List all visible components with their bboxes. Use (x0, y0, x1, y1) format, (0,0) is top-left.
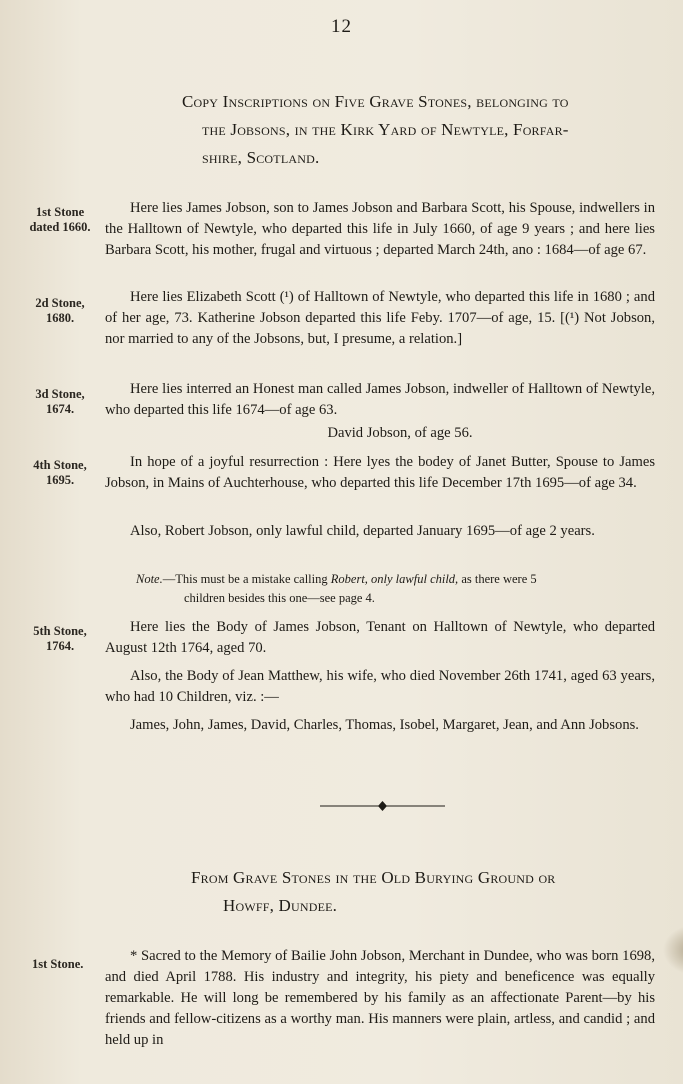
note (136, 570, 656, 608)
stone-label-line: 4th Stone, (33, 458, 87, 472)
inscription-paragraph: Also, the Body of Jean Matthew, his wife, who died November 26th 1741, aged 63 years, who had 10 Children, viz. :— (105, 668, 655, 705)
note-label: Note. (136, 572, 163, 586)
stone-label-line: 1764. (45, 639, 75, 653)
heading-line: Howff, Dundee. (223, 896, 338, 915)
stone-label-2 (14, 296, 106, 326)
section-heading-dundee (191, 864, 671, 920)
inscription-paragraph: Also, Robert Jobson, only lawful child, departed January 1695—of age 2 years. (130, 523, 595, 539)
stone-label-line: 2d Stone, (35, 296, 85, 310)
inscription-paragraph: Here lies James Jobson, son to James Jobson and Barbara Scott, his Spouse, indwellers in the Halltown of Newtyle, who departed this life in July 1660, of age 9 years ; and here lies Barbara Scott, his mother, frugal and virtuous ; departed March 24th, ano : 1684—of age 67. (105, 200, 655, 258)
stone-label-1 (14, 205, 106, 235)
stone-label-line: 1674. (45, 402, 75, 416)
page-stain (663, 925, 683, 975)
page-number: 12 (331, 16, 352, 37)
heading-line: From Grave Stones in the Old Burying Ground or (191, 868, 556, 887)
stone-label-line: 5th Stone, (33, 624, 87, 638)
stone-label-line: 1st Stone. (32, 957, 84, 971)
inscription-paragraph: Here lies Elizabeth Scott (¹) of Halltown of Newtyle, who departed this life in 1680 ; and of her age, 73. Katherine Jobson departed this life Feby. 1707—of age, 15. [(¹) Not Jobson, nor married to any of the Jobsons, but, I presume, a relation.] (105, 289, 655, 347)
stone-label-line: 1st Stone (35, 205, 85, 219)
inscription-paragraph: Here lies the Body of James Jobson, Tenant on Halltown of Newtyle, who departed August 12th 1764, aged 70. (105, 619, 655, 656)
stone-label-line: 1695. (45, 473, 75, 487)
section-heading-newtyle (182, 88, 662, 172)
inscription-paragraph: James, John, James, David, Charles, Thomas, Isobel, Margaret, Jean, and Ann Jobsons. (130, 717, 639, 733)
stone-label-line: 1680. (45, 311, 75, 325)
note-line: children besides this one—see page 4. (184, 591, 375, 605)
heading-line: the Jobsons, in the Kirk Yard of Newtyle, Forfar- (202, 120, 569, 139)
inscription-paragraph: David Jobson, of age 56. (327, 425, 473, 441)
inscription-paragraph: * Sacred to the Memory of Bailie John Jobson, Merchant in Dundee, who was born 1698, and died April 1788. His industry and integrity, his piety and beneficence was equally remarkable. He will long be remembered by his family as an affectionate Parent—by his friends and fellow-citizens as a worthy man. His manners were plain, artless, and candid ; and held up in (105, 948, 655, 1048)
ornamental-divider (320, 800, 445, 812)
stone-label-4 (14, 458, 106, 488)
heading-line: Copy Inscriptions on Five Grave Stones, belonging to (182, 92, 569, 111)
inscription-paragraph: In hope of a joyful resurrection : Here lyes the bodey of Janet Butter, Spouse to James Jobson, in Mains of Auchterhouse, who departed this life December 17th 1695—of age 34. (105, 454, 655, 491)
inscription-paragraph: Here lies interred an Honest man called James Jobson, indweller of Halltown of Newtyle, who departed this life 1674—of age 63. (105, 381, 655, 418)
note-text: —This must be a mistake calling (162, 572, 331, 586)
stone-label-5 (14, 624, 106, 654)
stone-label-line: 3d Stone, (35, 387, 85, 401)
stone-label-line: dated 1660. (29, 220, 91, 234)
note-emphasis: Robert, only lawful child, (330, 572, 459, 586)
heading-line: shire, Scotland. (202, 148, 320, 167)
note-text: as there were 5 (458, 572, 537, 586)
stone-label-3 (14, 387, 106, 417)
